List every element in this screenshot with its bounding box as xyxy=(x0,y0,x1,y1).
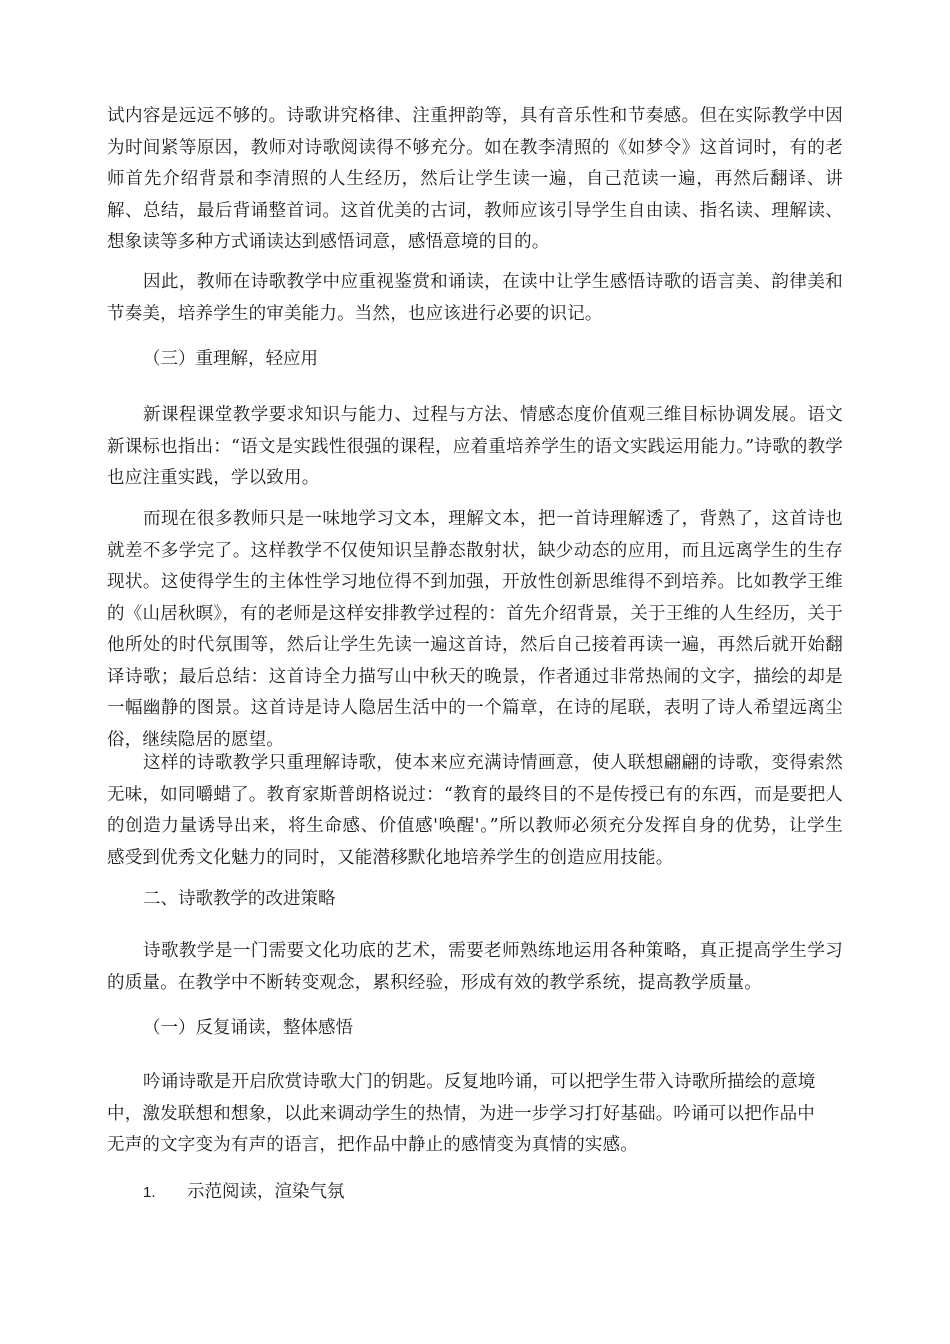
paragraph-teaching-art: 诗歌教学是一门需要文化功底的艺术，需要老师熟练地运用各种策略，真正提高学生学习的质量。在教学中不断转变观念，累积经验，形成有效的教学系统，提高教学质量。 xyxy=(107,941,843,993)
list-item-text: 示范阅读，渲染气氛 xyxy=(187,1182,345,1202)
paragraph-new-curriculum: 新课程课堂教学要求知识与能力、过程与方法、情感态度价值观三维目标协调发展。语文新课标也指出：“语文是实践性很强的课程，应着重培养学生的语文实践运用能力。”诗歌的教学也应注重实践，学以致用。 xyxy=(107,405,843,488)
paragraph-spranger-quote: 这样的诗歌教学只重理解诗歌，使本来应充满诗情画意，使人联想翩翩的诗歌，变得索然无味，如同嚼蜡了。教育家斯普朗格说过：“教育的最终目的不是传授已有的东西，而是要把人的创造力量诱导出来，将生命感、价值感'唤醒'。”所以教师必须充分发挥自身的优势，让学生感受到优秀文化魅力的同时，又能潜移默化地培养学生的创造应用技能。 xyxy=(107,753,843,868)
subheading-understanding-over-application: （三）重理解，轻应用 xyxy=(143,349,318,369)
paragraph-chanting-poetry xyxy=(107,1067,843,1162)
paragraph-line: 无声的文字变为有声的语言，把作品中静止的感情变为真情的实感。 xyxy=(107,1135,638,1155)
paragraph-line: 吟诵诗歌是开启欣赏诗歌大门的钥匙。反复地吟诵，可以把学生带入诗歌所描绘的意境 xyxy=(143,1072,816,1092)
subheading-repeated-recitation: （一）反复诵读，整体感悟 xyxy=(143,1018,353,1038)
paragraph-wang-wei-example: 而现在很多教师只是一味地学习文本，理解文本，把一首诗理解透了，背熟了，这首诗也就差不多学完了。这样教学不仅使知识呈静态散射状，缺少动态的应用，而且远离学生的生存现状。这使得学生的主体性学习地位得不到加强，开放性创新思维得不到培养。比如教学王维的《山居秋暝》，有的老师是这样安排教学过程的：首先介绍背景，关于王维的人生经历，关于他所处的时代氛围等，然后让学生先读一遍这首诗，然后自己接着再读一遍，再然后就开始翻译诗歌；最后总结：这首诗全力描写山中秋天的晚景，作者通过非常热闹的文字，描绘的却是一幅幽静的图景。这首诗是诗人隐居生活中的一个篇章，在诗的尾联，表明了诗人希望远离尘俗，继续隐居的愿望。 xyxy=(107,509,843,750)
paragraph-continuation: 试内容是远远不够的。诗歌讲究格律、注重押韵等，具有音乐性和节奏感。但在实际教学中因为时间紧等原因，教师对诗歌阅读得不够充分。如在教李清照的《如梦令》这首词时，有的老师首先介绍背景和李清照的人生经历，然后让学生读一遍，自己范读一遍，再然后翻译、讲解、总结，最后背诵整首词。这首优美的古词，教师应该引导学生自由读、指名读、理解读、想象读等多种方式诵读达到感悟词意，感悟意境的目的。 xyxy=(107,106,843,252)
paragraph-recitation-emphasis: 因此，教师在诗歌教学中应重视鉴赏和诵读，在读中让学生感悟诗歌的语言美、韵律美和节奏美，培养学生的审美能力。当然，也应该进行必要的识记。 xyxy=(107,272,843,324)
section-heading-improvement-strategies: 二、诗歌教学的改进策略 xyxy=(143,889,336,909)
numbered-item-demonstration-reading xyxy=(143,1177,345,1209)
list-number: 1. xyxy=(143,1184,156,1201)
paragraph-line: 中，激发联想和想象，以此来调动学生的热情，为进一步学习打好基础。吟诵可以把作品中 xyxy=(107,1103,815,1124)
